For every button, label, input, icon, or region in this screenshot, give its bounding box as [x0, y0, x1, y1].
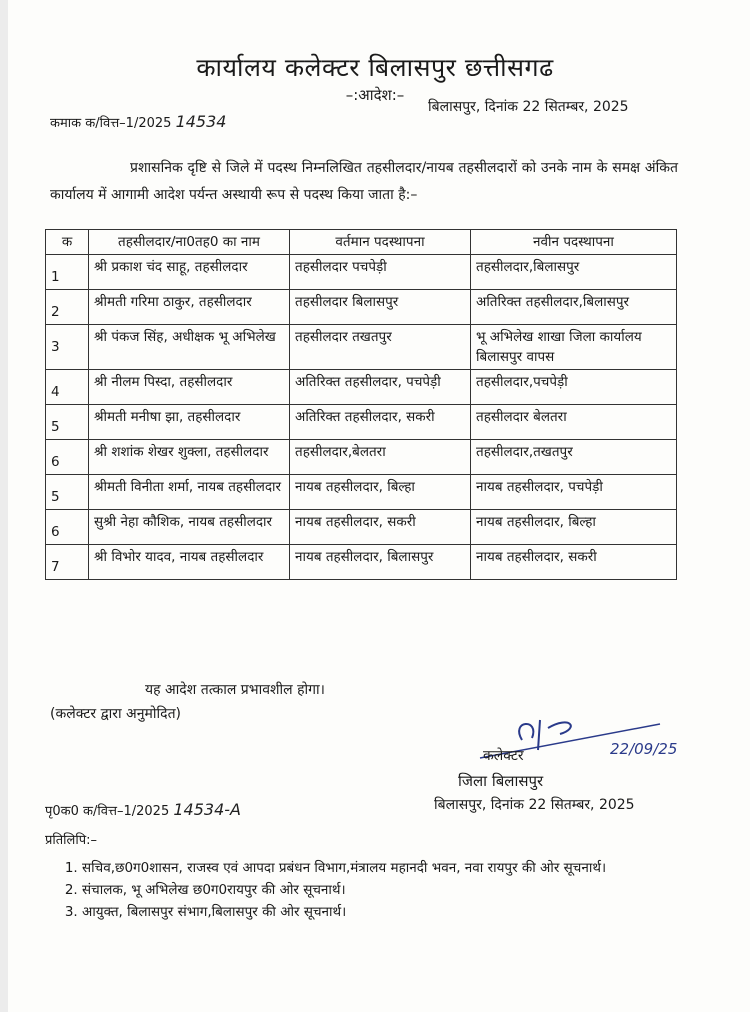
- copy-item: 2. संचालक, भू अभिलेख छ0ग0रायपुर की ओर सूचनार्थ।: [82, 879, 722, 901]
- current-posting-cell: तहसीलदार बिलासपुर: [290, 290, 471, 325]
- table-row: [46, 545, 677, 580]
- signature-date: 22/09/25: [610, 740, 678, 758]
- serial-cell: 1: [46, 255, 89, 290]
- name-cell: श्रीमती मनीषा झा, तहसीलदार: [89, 405, 290, 440]
- table-row: [46, 370, 677, 405]
- table-row: [46, 255, 677, 290]
- new-posting-cell: नायब तहसीलदार, बिल्हा: [471, 510, 677, 545]
- page-edge: [0, 0, 8, 1012]
- name-cell: सुश्री नेहा कौशिक, नायब तहसीलदार: [89, 510, 290, 545]
- col-serial: क: [46, 230, 89, 255]
- col-new-posting: नवीन पदस्थापना: [471, 230, 677, 255]
- name-cell: श्री पंकज सिंह, अधीक्षक भू अभिलेख: [89, 325, 290, 370]
- current-posting-cell: नायब तहसीलदार, सकरी: [290, 510, 471, 545]
- serial-cell: 5: [46, 405, 89, 440]
- col-current-posting: वर्तमान पदस्थापना: [290, 230, 471, 255]
- new-posting-cell: नायब तहसीलदार, सकरी: [471, 545, 677, 580]
- new-posting-cell: तहसीलदार,बिलासपुर: [471, 255, 677, 290]
- serial-cell: 3: [46, 325, 89, 370]
- serial-cell: 5: [46, 475, 89, 510]
- effect-statement: यह आदेश तत्काल प्रभावशील होगा।: [145, 682, 325, 698]
- table-header-row: [46, 230, 677, 255]
- current-posting-cell: तहसीलदार पचपेड़ी: [290, 255, 471, 290]
- new-posting-cell: अतिरिक्त तहसीलदार,बिलासपुर: [471, 290, 677, 325]
- new-posting-cell: तहसीलदार बेलतरा: [471, 405, 677, 440]
- copy-list: [48, 857, 722, 923]
- approval-note: (कलेक्टर द्वारा अनुमोदित): [50, 706, 182, 722]
- name-cell: श्री नीलम पिस्दा, तहसीलदार: [89, 370, 290, 405]
- current-posting-cell: अतिरिक्त तहसीलदार, पचपेड़ी: [290, 370, 471, 405]
- office-title: कार्यालय कलेक्टर बिलासपुर छत्तीसगढ: [196, 53, 554, 82]
- order-paragraph: प्रशासनिक दृष्टि से जिले में पदस्थ निम्नलिखित तहसीलदार/नायब तहसीलदारों को उनके नाम के समक्ष अंकित कार्यालय में आगामी आदेश पर्यन्त अस्थायी रूप से पदस्थ किया जाता है:–: [50, 160, 678, 203]
- district-label: जिला बिलासपुर: [458, 772, 544, 790]
- current-posting-cell: तहसीलदार,बेलतरा: [290, 440, 471, 475]
- name-cell: श्री विभोर यादव, नायब तहसीलदार: [89, 545, 290, 580]
- current-posting-cell: नायब तहसीलदार, बिलासपुर: [290, 545, 471, 580]
- new-posting-cell: भू अभिलेख शाखा जिला कार्यालय बिलासपुर वापस: [471, 325, 677, 370]
- reference-prefix: कमाक क/वित्त–1/2025: [50, 116, 172, 131]
- endorsement-date: बिलासपुर, दिनांक 22 सितम्बर, 2025: [434, 797, 635, 813]
- serial-cell: 7: [46, 545, 89, 580]
- endorsement-handwritten: 14534-A: [173, 800, 241, 819]
- collector-label: कलेक्टर: [483, 748, 524, 764]
- table-row: [46, 510, 677, 545]
- table-row: [46, 325, 677, 370]
- table-row: [46, 475, 677, 510]
- serial-cell: 2: [46, 290, 89, 325]
- name-cell: श्री शशांक शेखर शुक्ला, तहसीलदार: [89, 440, 290, 475]
- new-posting-cell: तहसीलदार,तखतपुर: [471, 440, 677, 475]
- reference-handwritten: 14534: [175, 112, 227, 131]
- current-posting-cell: अतिरिक्त तहसीलदार, सकरी: [290, 405, 471, 440]
- order-date: बिलासपुर, दिनांक 22 सितम्बर, 2025: [428, 99, 629, 115]
- name-cell: श्रीमती गरिमा ठाकुर, तहसीलदार: [89, 290, 290, 325]
- table-row: [46, 405, 677, 440]
- endorsement-reference: [45, 800, 241, 819]
- copy-item: 3. आयुक्त, बिलासपुर संभाग,बिलासपुर की ओर सूचनार्थ।: [82, 901, 722, 923]
- endorsement-prefix: पृ0क0 क/वित्त–1/2025: [45, 804, 170, 819]
- serial-cell: 4: [46, 370, 89, 405]
- name-cell: श्रीमती विनीता शर्मा, नायब तहसीलदार: [89, 475, 290, 510]
- copy-item: 1. सचिव,छ0ग0शासन, राजस्व एवं आपदा प्रबंधन विभाग,मंत्रालय महानदी भवन, नवा रायपुर की ओर सूचनार्थ।: [82, 857, 722, 879]
- table-row: [46, 290, 677, 325]
- new-posting-cell: तहसीलदार,पचपेड़ी: [471, 370, 677, 405]
- current-posting-cell: नायब तहसीलदार, बिल्हा: [290, 475, 471, 510]
- name-cell: श्री प्रकाश चंद साहू, तहसीलदार: [89, 255, 290, 290]
- col-name: तहसीलदार/ना0तह0 का नाम: [89, 230, 290, 255]
- copy-heading: प्रतिलिपि:–: [45, 833, 97, 848]
- posting-table: [45, 229, 677, 580]
- reference-number: [50, 112, 226, 131]
- table-row: [46, 440, 677, 475]
- order-heading: –:आदेश:–: [345, 86, 405, 104]
- serial-cell: 6: [46, 440, 89, 475]
- new-posting-cell: नायब तहसीलदार, पचपेड़ी: [471, 475, 677, 510]
- current-posting-cell: तहसीलदार तखतपुर: [290, 325, 471, 370]
- serial-cell: 6: [46, 510, 89, 545]
